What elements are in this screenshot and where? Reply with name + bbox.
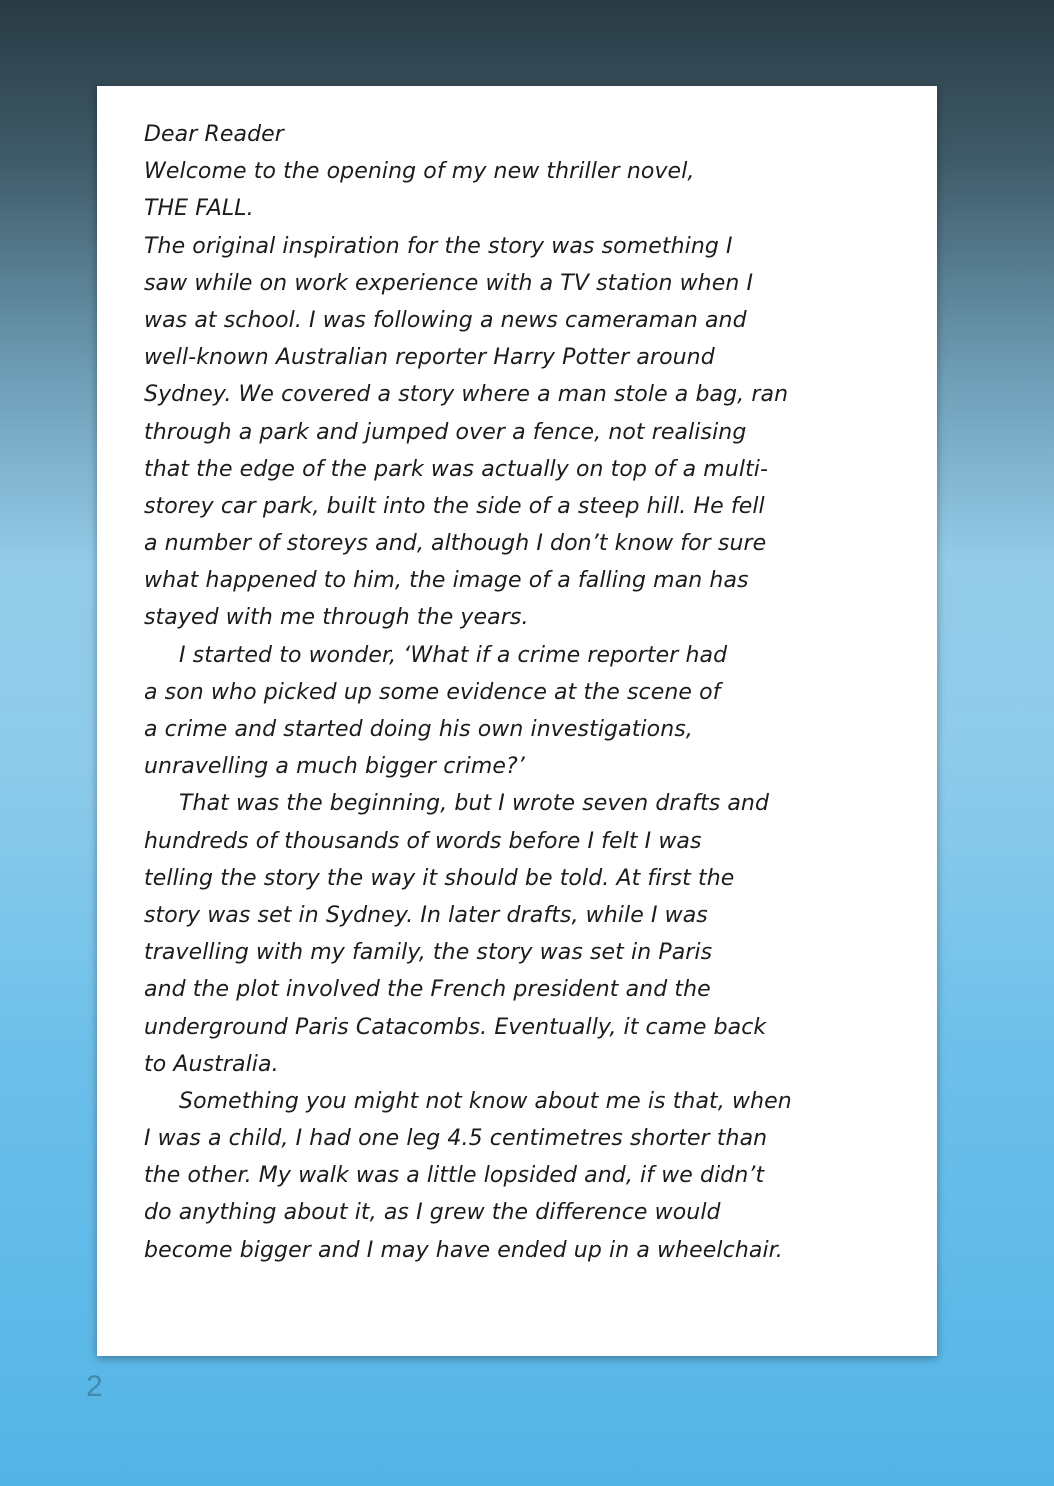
letter-line: hundreds of thousands of words before I felt I was (144, 828, 702, 854)
letter-line: Welcome to the opening of my new thriller novel, (144, 159, 695, 185)
letter-line: storey car park, built into the side of a steep hill. He fell (144, 493, 765, 519)
letter-line: That was the beginning, but I wrote seven drafts and (179, 791, 770, 817)
letter-line: story was set in Sydney. In later drafts, while I was (144, 902, 708, 928)
letter-line: the other. My walk was a little lopsided and, if we didn’t (144, 1163, 765, 1189)
letter-body (144, 116, 899, 1269)
letter-line: unravelling a much bigger crime?’ (144, 754, 525, 780)
letter-line: to Australia. (144, 1051, 279, 1077)
letter-line: was at school. I was following a news cameraman and (144, 307, 747, 333)
letter-page (97, 86, 937, 1356)
letter-line: that the edge of the park was actually on top of a multi- (144, 456, 769, 482)
letter-line: Something you might not know about me is that, when (179, 1088, 792, 1114)
letter-line: The original inspiration for the story was something I (144, 233, 733, 259)
letter-line: Sydney. We covered a story where a man stole a bag, ran (144, 382, 789, 408)
letter-line: Dear Reader (144, 122, 284, 147)
letter-line: I was a child, I had one leg 4.5 centimetres shorter than (144, 1126, 768, 1152)
letter-line: well-known Australian reporter Harry Potter around (144, 345, 715, 371)
letter-line: THE FALL. (144, 196, 254, 222)
letter-line: I started to wonder, ‘What if a crime reporter had (179, 642, 728, 668)
page-number: 2 (86, 1370, 103, 1403)
letter-line: become bigger and I may have ended up in a wheelchair. (144, 1237, 783, 1263)
letter-line: through a park and jumped over a fence, not realising (144, 419, 747, 445)
letter-line: telling the story the way it should be told. At first the (144, 865, 735, 891)
letter-line: do anything about it, as I grew the difference would (144, 1200, 721, 1226)
letter-line: a crime and started doing his own investigations, (144, 717, 693, 742)
letter-line: travelling with my family, the story was set in Paris (144, 940, 713, 966)
letter-line: saw while on work experience with a TV station when I (144, 270, 754, 296)
letter-line: and the plot involved the French president and the (144, 977, 711, 1003)
letter-line: a son who picked up some evidence at the scene of (144, 679, 721, 705)
letter-line: underground Paris Catacombs. Eventually, it came back (144, 1014, 767, 1040)
letter-line: stayed with me through the years. (144, 605, 529, 631)
letter-line: what happened to him, the image of a falling man has (144, 568, 749, 594)
letter-line: a number of storeys and, although I don’t know for sure (144, 531, 767, 557)
